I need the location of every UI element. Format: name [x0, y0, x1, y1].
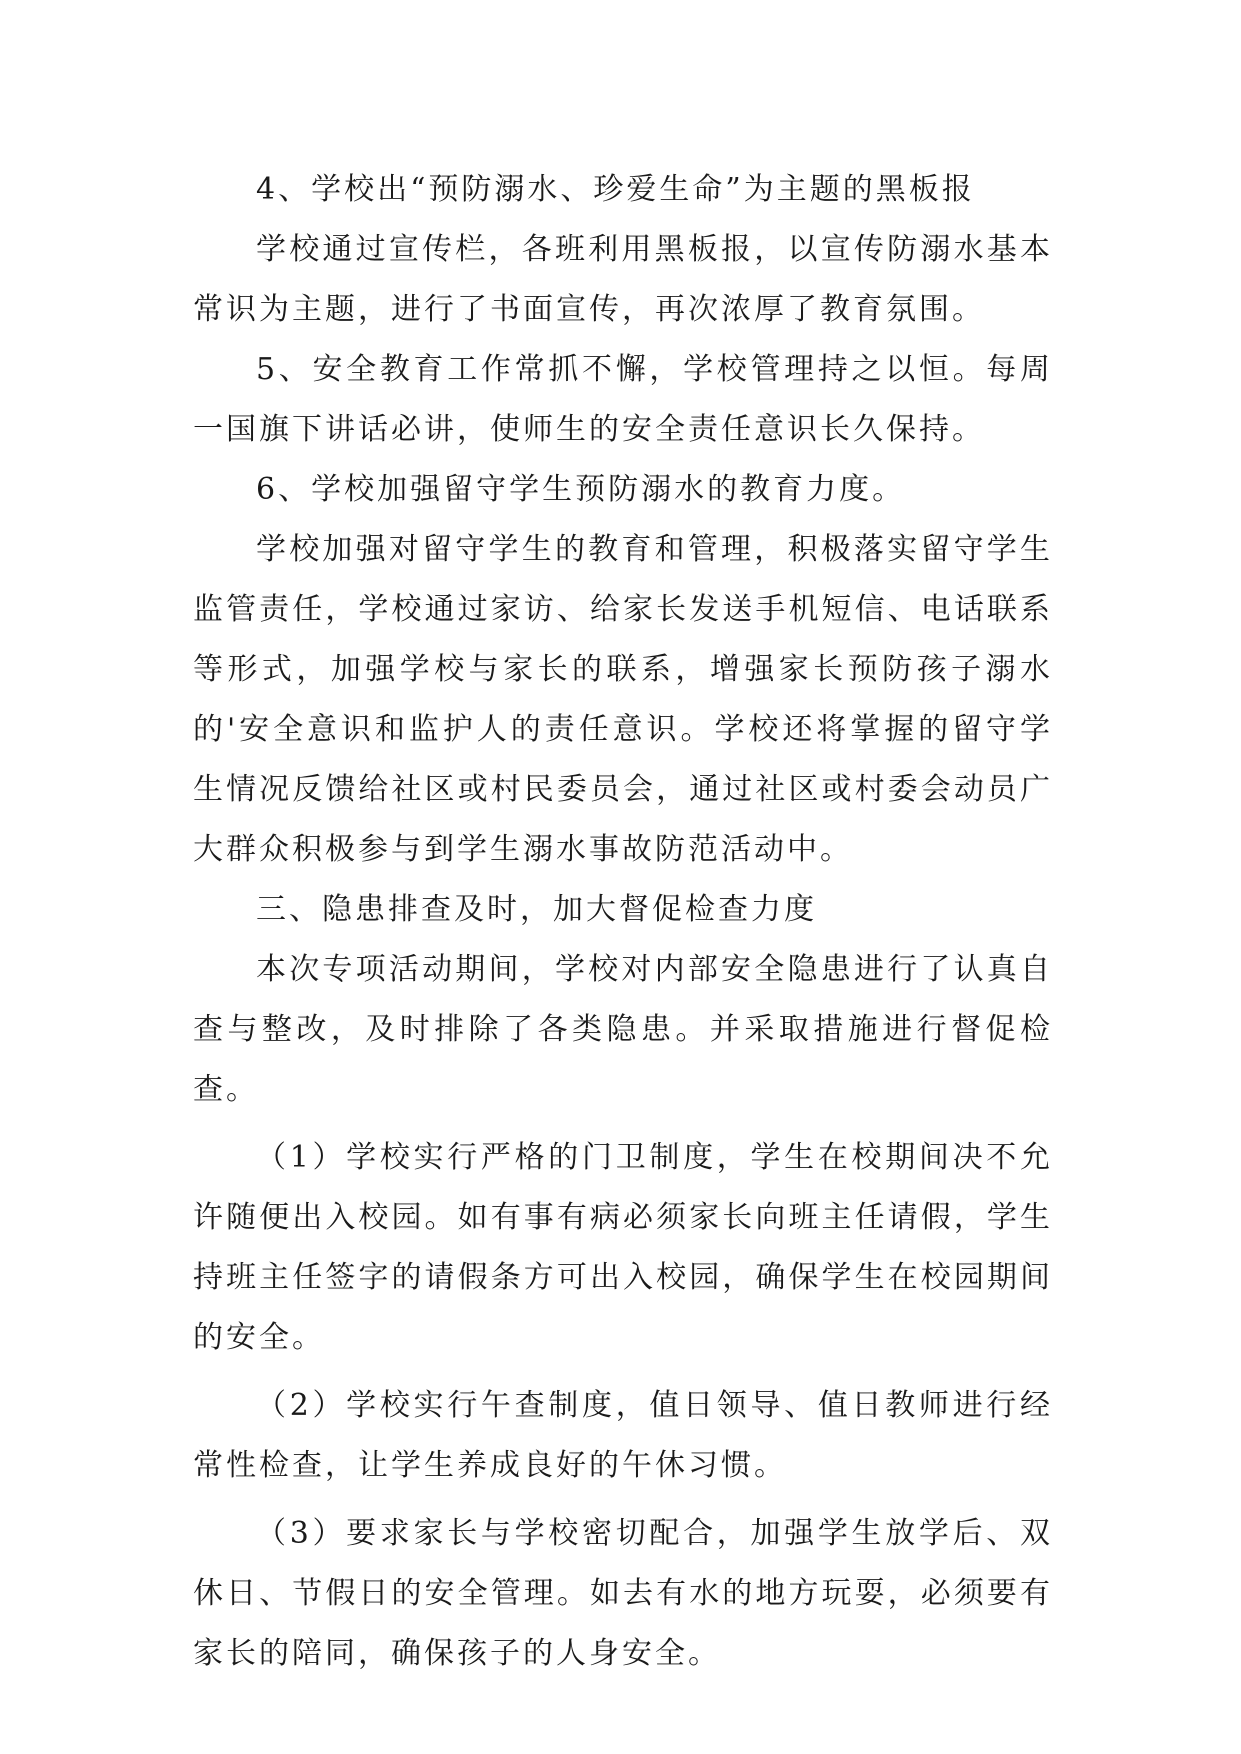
- paragraph-gate-system: （1）学校实行严格的门卫制度，学生在校期间决不允许随便出入校园。如有事有病必须家长向班主任请假，学生持班主任签字的请假条方可出入校园，确保学生在校园期间的安全。: [193, 1140, 1053, 1355]
- paragraph-publicity: 学校通过宣传栏，各班利用黑板报，以宣传防溺水基本常识为主题，进行了书面宣传，再次浓厚了教育氛围。: [193, 232, 1053, 327]
- paragraph-item-6-heading: 6、学校加强留守学生预防溺水的教育力度。: [256, 472, 906, 507]
- paragraph-item-4-heading: 4、学校出“预防溺水、珍爱生命”为主题的黑板报: [256, 172, 975, 207]
- section-heading-hazard-inspection: 三、隐患排查及时，加大督促检查力度: [256, 892, 817, 927]
- paragraph-self-inspection: 本次专项活动期间，学校对内部安全隐患进行了认真自查与整改，及时排除了各类隐患。并采取措施进行督促检查。: [193, 952, 1053, 1107]
- paragraph-noon-check: （2）学校实行午查制度，值日领导、值日教师进行经常性检查，让学生养成良好的午休习惯。: [193, 1388, 1053, 1483]
- paragraph-item-5: 5、安全教育工作常抓不懈，学校管理持之以恒。每周一国旗下讲话必讲，使师生的安全责任意识长久保持。: [193, 352, 1053, 447]
- paragraph-parent-cooperation: （3）要求家长与学校密切配合，加强学生放学后、双休日、节假日的安全管理。如去有水的地方玩耍，必须要有家长的陪同，确保孩子的人身安全。: [193, 1516, 1053, 1671]
- document-body: [193, 160, 1053, 1684]
- paragraph-left-behind-students: 学校加强对留守学生的教育和管理，积极落实留守学生监管责任，学校通过家访、给家长发送手机短信、电话联系等形式，加强学校与家长的联系，增强家长预防孩子溺水的'安全意识和监护人的责任意识。学校还将掌握的留守学生情况反馈给社区或村民委员会，通过社区或村委会动员广大群众积极参与到学生溺水事故防范活动中。: [193, 532, 1053, 867]
